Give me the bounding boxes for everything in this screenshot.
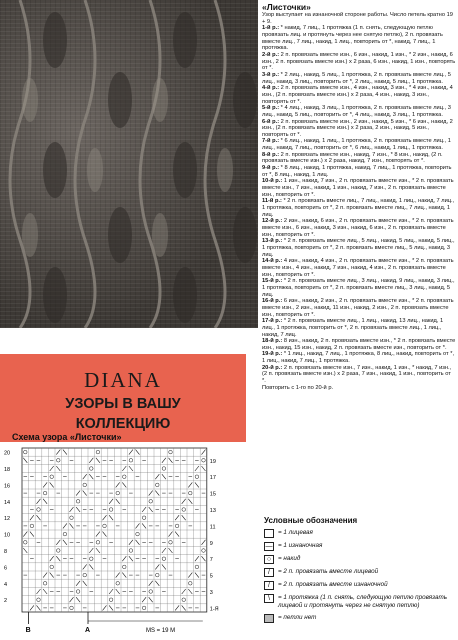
knitting-chart (0, 440, 240, 640)
legend-symbol-icon: — (265, 543, 273, 550)
pattern-row (262, 365, 456, 385)
legend-text: = 2 п. провязать вместе лицевой (278, 568, 379, 575)
pattern-row-label: 1-й р.: (262, 25, 281, 32)
pattern-row-text: * 2 п. провязать вместе лиц., 5 лиц., накид, 5 лиц., накид, 5 лиц., 1 протяжка, повторить от *, 2 п. провязать вместе лиц., 5 лиц., накид, 3 лиц. (262, 238, 455, 258)
diana-title: DIANA (84, 368, 162, 392)
legend-symbol-icon: \ (264, 594, 274, 603)
pattern-row-text: * накид, 7 лиц., 1 протяжка (1 п. снять, следующую петлю провязать лиц. и протянуть через нее снятую петлю), 2 п. провязать вместе лиц., 7 лиц., накид, 1 лиц., повторить от *, накид, 7 лиц., 1 протяжка. (262, 25, 443, 52)
pattern-row (262, 119, 456, 139)
chart-row-number-right: 11 (209, 524, 216, 531)
pattern-row (262, 105, 456, 118)
pattern-row-label: 13-й р.: (262, 238, 284, 245)
pattern-row-label: 4-й р.: (262, 85, 281, 92)
diana-subtitle-line1: УЗОРЫ В ВАШУ (65, 396, 181, 412)
chart-row-number-left: 10 (4, 532, 11, 539)
pattern-row (262, 338, 456, 351)
legend-item (264, 581, 456, 590)
legend-item (264, 568, 456, 577)
chart-row-number-left: 8 (4, 548, 8, 555)
legend-text: = петли нет (278, 614, 317, 621)
pattern-row-text: 2 п. провязать вместе изн., 2 изн., накид, 5 изн., * 6 изн., накид, 2 изн., (2 п. провязать вместе изн.) х 2 раза, 2 изн., накид, 5 изн., повторять от *. (262, 118, 453, 138)
chart-row-number-left: 16 (4, 483, 11, 490)
pattern-row (262, 318, 456, 338)
pattern-row-text: Повторить с 1-го по 20-й р. (262, 384, 334, 391)
pattern-row-label: 10-й р.: (262, 178, 284, 185)
chart-row-number-left: 18 (4, 466, 11, 473)
legend-title: Условные обозначения (264, 516, 358, 525)
pattern-row-text: 1 изн., накид, 7 изн., 2 п. провязать вместе изн., * 2 п. провязать вместе изн., 7 изн., накид, 1 изн., накид, 7 изн., 2 п. провязать вместе изн., повторить от *. (262, 178, 454, 198)
chart-row-number-right: 7 (209, 557, 213, 564)
pattern-row-text: * 6 лиц., накид, 1 лиц., 1 протяжка, 2 п. провязать вместе лиц., 1 лиц., накид, 7 лиц., повторить от *, 6 лиц., накид, 1 лиц., 1 протяжка. (262, 138, 451, 152)
pattern-row (262, 238, 456, 258)
pattern-row (262, 138, 456, 151)
chart-row-number-right: 19 (209, 458, 216, 465)
pattern-row-label: 6-й р.: (262, 118, 281, 125)
legend-items (264, 529, 456, 623)
pattern-row (262, 25, 456, 52)
pattern-row-label: 11-й р.: (262, 198, 284, 205)
pattern-row (262, 198, 456, 218)
pattern-row-label: 2-й р.: (262, 51, 281, 58)
knitted-pattern-photo (0, 0, 258, 328)
repeat-label: MS = 19 M (146, 628, 176, 634)
chart-row-number-right: 1-Я (209, 606, 219, 613)
pattern-row-text: * 2 п. провязать вместе лиц., 7 лиц., накид, 1 лиц., накид, 7 лиц., 1 протяжка, повторить от *, 2 п. провязать вместе лиц., 7 лиц., накид, 1 лиц. (262, 198, 455, 218)
legend-text: = 1 протяжка (1 п. снять, следующую петлю провязать лицевой и протянуть через не снятую петлю) (278, 594, 448, 609)
pattern-row (262, 351, 456, 364)
pattern-row-text: * 4 лиц., накид, 3 лиц., 1 протяжка, 2 п. провязать вместе лиц., 3 лиц., накид, 5 лиц., повторить от *, 4 лиц., накид, 3 лиц., 1 протяжка. (262, 105, 451, 118)
pattern-row-label: 3-й р.: (262, 71, 281, 78)
legend-symbol-icon: / (264, 581, 274, 590)
chart-row-number-right: 17 (209, 475, 216, 482)
pattern-row-text: 2 п. провязать вместе изн., 7 изн., накид, 1 изн., * накид, 7 изн., (2 п. провязать вместе изн.) х 2 раза, 7 изн., накид, 1 изн., повторить от *. (262, 364, 452, 385)
legend-item (264, 529, 456, 538)
chart-row-number-left: 12 (4, 516, 11, 523)
pattern-row (262, 85, 456, 105)
chart-row-number-left: 6 (4, 565, 8, 572)
pattern-row-text: * 2 п. провязать вместе лиц., 1 лиц., накид, 13 лиц., накид, 1 лиц., 1 протяжка, повторить от *, 2 п. провязать вместе лиц., 1 лиц., накид, 7 лиц. (262, 318, 444, 338)
pattern-row-text: 2 п. провязать вместе изн., 4 изн., накид, 3 изн., * 4 изн., накид, 4 изн., (2 п. провязать вместе изн.) х 2 раза, 4 изн., накид, 3 изн., повторять от *. (262, 85, 453, 105)
legend-symbol-icon (264, 614, 274, 623)
pattern-row-text: 2 изн., накид, 6 изн., 2 п. провязать вместе изн., * 2 п. провязать вместе изн., 6 изн., накид, 3 изн., накид, 6 изн., 2 п. провязать вместе изн., повторить от *. (262, 218, 454, 238)
legend-text: = накид (278, 555, 301, 562)
pattern-row-text: * 1 лиц., накид, 7 лиц., 1 протяжка, 8 лиц., накид, повторить от *, 1 лиц., накид, 7 лиц., 1 протяжка. (262, 351, 455, 365)
pattern-row-label: 19-й р.: (262, 351, 284, 358)
marker-a-label: A (85, 627, 91, 634)
pattern-row-text: * 8 лиц., накид, 1 протяжка, накид, 7 лиц., 1 протяжка, повторить от *, 8 лиц., накид, 1 лиц. (262, 165, 452, 178)
legend-item (264, 542, 456, 551)
pattern-row-label: 16-й р.: (262, 298, 284, 305)
pattern-row-text: 2 п. провязать вместе изн., 6 изн., накид, 1 изн., * 2 изн., накид, 6 изн., 2 п. провязать вместе изн.) х 2 раза, 6 изн., накид, 1 изн., повторять от *. (262, 51, 456, 72)
pattern-instructions (262, 2, 456, 484)
scheme-title: Схема узора «Листочки» (12, 432, 122, 442)
legend-symbol-icon: / (264, 568, 274, 577)
legend-text: = 1 лицевая (278, 529, 313, 536)
chart-row-number-right: 15 (209, 491, 216, 498)
pattern-row-text: 2 п. провязать вместе изн., накид, 7 изн., * 8 изн., накид, (2 п. провязать вместе изн.) х 2 раза, накид, 7 изн., повторять от *. (262, 151, 443, 165)
chart-row-number-left: 2 (4, 598, 8, 605)
pattern-row (262, 165, 456, 178)
pattern-row-text: 4 изн., накид, 4 изн., 2 п. провязать вместе изн., * 2 п. провязать вместе изн., 4 изн., накид, 7 изн., накид, 4 изн., 2 п. провязать вместе изн., повторить от *. (262, 258, 454, 278)
pattern-row-text: 6 изн., накид, 2 изн., 2 п. провязать вместе изн., * 2 п. провязать вместе изн., 2 изн., накид, 11 изн., накид, 2 изн., 2 п. провязать вместе изн., повторить от *. (262, 298, 454, 318)
legend-symbol-icon (264, 529, 274, 538)
chart-row-number-right: 3 (209, 589, 213, 596)
legend-item (264, 614, 456, 623)
legend-item (264, 555, 456, 564)
pattern-row-label: 14-й р.: (262, 258, 284, 265)
pattern-row-text: 8 изн., накид, 2 п. провязать вместе изн., * 2 п. провязать вместе изн., накид, 15 изн., накид, 2 п. провязать вместе изн., повторить от *. (262, 338, 456, 351)
chart-row-number-right: 9 (209, 540, 213, 547)
leaf-lace-graphic (0, 0, 258, 328)
legend-text: = 1 изнаночная (278, 542, 323, 549)
pattern-row-text: * 2 п. провязать вместе лиц., 3 лиц., накид, 9 лиц., накид, 3 лиц., 1 протяжка, повторить от *, 2 п. провязать вместе лиц., 3 лиц., накид, 5 лиц. (262, 278, 455, 298)
pattern-row (262, 72, 456, 85)
pattern-row-label: 12-й р.: (262, 218, 284, 225)
pattern-row (262, 218, 456, 238)
pattern-row (262, 385, 456, 392)
diana-banner (0, 354, 246, 442)
pattern-row (262, 152, 456, 165)
legend-text: = 2 п. провязать вместе изнаночной (278, 581, 388, 588)
pattern-row-label: 20-й р.: (262, 364, 284, 371)
pattern-row-label: 18-й р.: (262, 338, 284, 345)
legend-item (264, 594, 456, 610)
chart-row-number-right: 5 (209, 573, 213, 580)
pattern-row (262, 52, 456, 72)
diana-subtitle-line2: КОЛЛЕКЦИЮ (75, 416, 171, 432)
pattern-intro: Узор выступает на изнаночной стороне работы. Число петель кратно 19 + 9. (262, 12, 453, 25)
knitting-chart-grid (0, 440, 240, 640)
chart-row-number-left: 14 (4, 499, 11, 506)
pattern-row-text: * 2 лиц., накид, 5 лиц., 1 протяжка, 2 п. провязать вместе лиц., 5 лиц., накид, 3 лиц., повторить от *, 2 лиц., накид, 5 лиц., 1 протяжка. (262, 71, 451, 85)
pattern-rows (262, 25, 456, 391)
pattern-title: «Листочки» (262, 2, 311, 12)
legend (264, 517, 456, 627)
chart-row-number-left: 20 (4, 450, 11, 457)
pattern-row-label: 17-й р.: (262, 318, 284, 325)
pattern-row (262, 178, 456, 198)
legend-symbol-icon: ○ (264, 555, 274, 564)
marker-b-label: B (25, 627, 31, 634)
pattern-row-label: 9-й р.: (262, 165, 281, 172)
pattern-row (262, 258, 456, 278)
pattern-row-label: 15-й р.: (262, 278, 284, 285)
pattern-row (262, 298, 456, 318)
pattern-row-label: 8-й р.: (262, 151, 281, 158)
pattern-row-label: 7-й р.: (262, 138, 281, 145)
chart-row-number-right: 13 (209, 507, 216, 514)
pattern-row-label: 5-й р.: (262, 105, 281, 112)
chart-row-number-left: 4 (4, 581, 8, 588)
pattern-row (262, 278, 456, 298)
